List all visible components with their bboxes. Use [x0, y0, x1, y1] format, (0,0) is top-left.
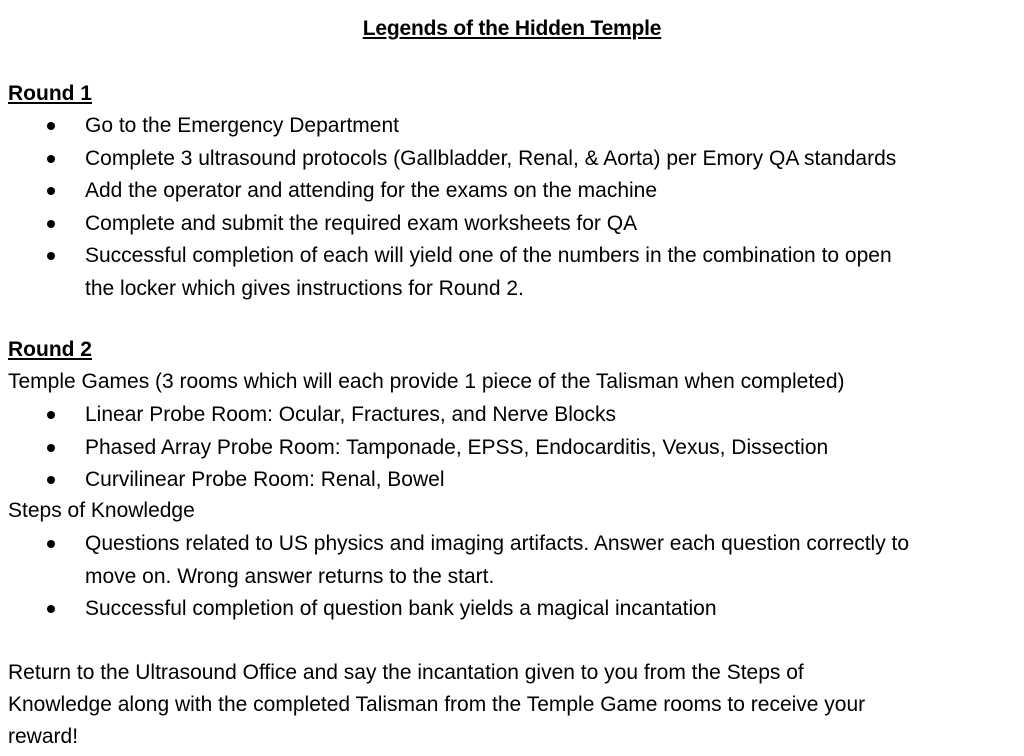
list-item-text-line1: Successful completion of each will yield one of the numbers in the combination to open	[85, 244, 892, 267]
round2-heading: Round 2	[8, 338, 92, 361]
list-item-text-line1: Questions related to US physics and imaging artifacts. Answer each question correctly to	[85, 532, 910, 555]
closing-line3: reward!	[8, 725, 79, 748]
list-item-text: Complete and submit the required exam worksheets for QA	[85, 211, 638, 235]
list-item	[0, 240, 1020, 305]
bullet-icon	[47, 187, 55, 195]
list-item	[0, 399, 1020, 432]
document-title: Legends of the Hidden Temple	[362, 17, 662, 40]
closing-line1: Return to the Ultrasound Office and say the incantation given to you from the Steps of	[8, 661, 804, 684]
list-item	[0, 143, 1020, 176]
bullet-icon	[47, 122, 55, 130]
bullet-icon	[47, 476, 55, 484]
temple-games-label: Temple Games (3 rooms which will each provide 1 piece of the Talisman when completed)	[8, 370, 845, 393]
list-item-text: Successful completion of question bank yields a magical incantation	[85, 597, 717, 620]
steps-of-knowledge-label: Steps of Knowledge	[8, 499, 195, 522]
list-item	[0, 593, 1020, 626]
list-item-text: Go to the Emergency Department	[85, 114, 399, 137]
list-item	[0, 528, 1020, 593]
temple-games-list	[0, 399, 1020, 497]
list-item-text: Complete 3 ultrasound protocols (Gallbladder, Renal, & Aorta) per Emory QA standards	[85, 146, 897, 170]
list-item	[0, 464, 1020, 497]
list-item-text: Add the operator and attending for the exams on the machine	[85, 179, 658, 202]
list-item	[0, 110, 1020, 143]
round1-list	[0, 110, 1020, 305]
bullet-icon	[47, 411, 55, 419]
list-item-text: Curvilinear Probe Room: Renal, Bowel	[85, 468, 445, 491]
list-item-text-line2: move on. Wrong answer returns to the start.	[85, 564, 495, 588]
closing-paragraph	[8, 657, 1008, 753]
bullet-icon	[47, 155, 55, 163]
list-item	[0, 175, 1020, 208]
round1-heading: Round 1	[8, 82, 92, 105]
bullet-icon	[47, 444, 55, 452]
closing-line2: Knowledge along with the completed Talisman from the Temple Game rooms to receive your	[8, 693, 866, 716]
steps-list	[0, 528, 1020, 626]
list-item-text: Phased Array Probe Room: Tamponade, EPSS, Endocarditis, Vexus, Dissection	[85, 435, 829, 459]
bullet-icon	[47, 252, 55, 260]
bullet-icon	[47, 540, 55, 548]
bullet-icon	[47, 220, 55, 228]
list-item-text-line2: the locker which gives instructions for Round 2.	[85, 276, 524, 300]
list-item	[0, 432, 1020, 465]
list-item	[0, 208, 1020, 241]
bullet-icon	[47, 605, 55, 613]
list-item-text: Linear Probe Room: Ocular, Fractures, and Nerve Blocks	[85, 403, 617, 426]
